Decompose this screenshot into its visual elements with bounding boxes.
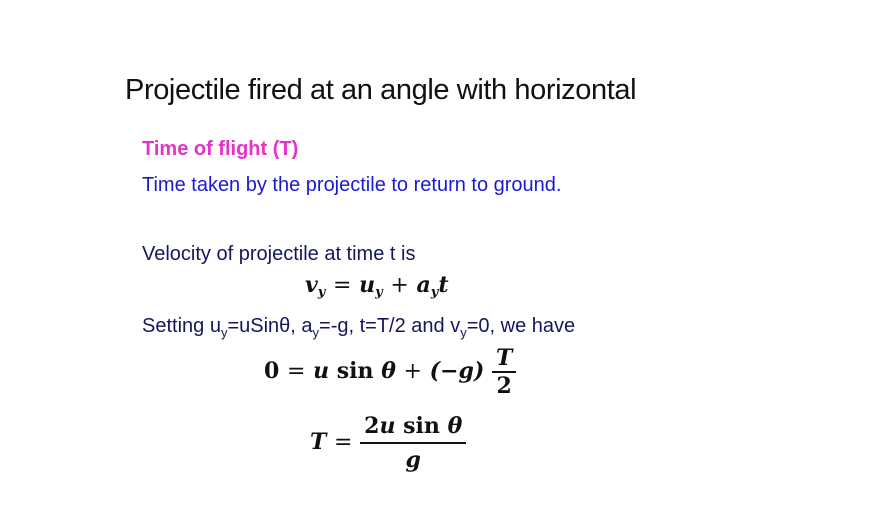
eq1-a: a — [416, 272, 431, 298]
eq2-fraction — [492, 345, 516, 399]
eq3-equals: = — [334, 430, 353, 455]
section-heading: Time of flight (T) — [142, 138, 299, 160]
definition-text: Time taken by the projectile to return to ground. — [142, 174, 562, 196]
eq3-denominator: g — [360, 442, 466, 473]
eq1-u: u — [359, 272, 376, 298]
eq1-t: t — [438, 272, 449, 298]
eq1-v-sub: y — [317, 285, 326, 300]
velocity-intro-text: Velocity of projectile at time t is — [142, 243, 416, 265]
eq1-plus: + — [390, 273, 409, 298]
setting-sub-1: y — [220, 325, 228, 340]
eq3-u: u — [379, 413, 396, 439]
velocity-equation — [305, 272, 448, 300]
setting-sub-3: y — [460, 325, 467, 340]
eq1-a-sub: y — [430, 285, 439, 300]
setting-text — [142, 315, 575, 340]
eq3-theta: θ — [447, 413, 463, 439]
eq2-equals: = — [286, 359, 306, 384]
eq3-coef: 2 — [364, 413, 380, 439]
zero-equation — [264, 345, 516, 399]
eq2-g-term: (−g) — [429, 358, 485, 384]
eq1-v: v — [305, 272, 318, 298]
eq1-equals: = — [333, 273, 352, 298]
eq2-sin: sin — [336, 358, 374, 384]
eq2-theta: θ — [381, 358, 396, 384]
slide-title: Projectile fired at an angle with horizontal — [125, 74, 637, 106]
eq2-numerator: T — [495, 345, 513, 371]
setting-part-4: =0, we have — [466, 315, 576, 337]
eq2-zero: 0 — [264, 358, 280, 384]
eq3-sin: sin — [403, 413, 440, 439]
eq2-denominator: 2 — [492, 371, 516, 399]
time-of-flight-equation — [310, 413, 466, 473]
eq2-plus: + — [403, 359, 422, 384]
setting-part-3: =-g, t=T/2 and v — [319, 315, 461, 337]
setting-part-1: Setting u — [142, 315, 221, 337]
eq3-T: T — [310, 429, 327, 455]
eq3-numerator — [360, 413, 466, 442]
setting-part-2: =uSinθ, a — [227, 315, 313, 337]
eq1-u-sub: y — [375, 285, 383, 300]
eq2-u: u — [313, 358, 330, 384]
eq3-fraction — [360, 413, 466, 473]
setting-sub-2: y — [312, 325, 320, 340]
